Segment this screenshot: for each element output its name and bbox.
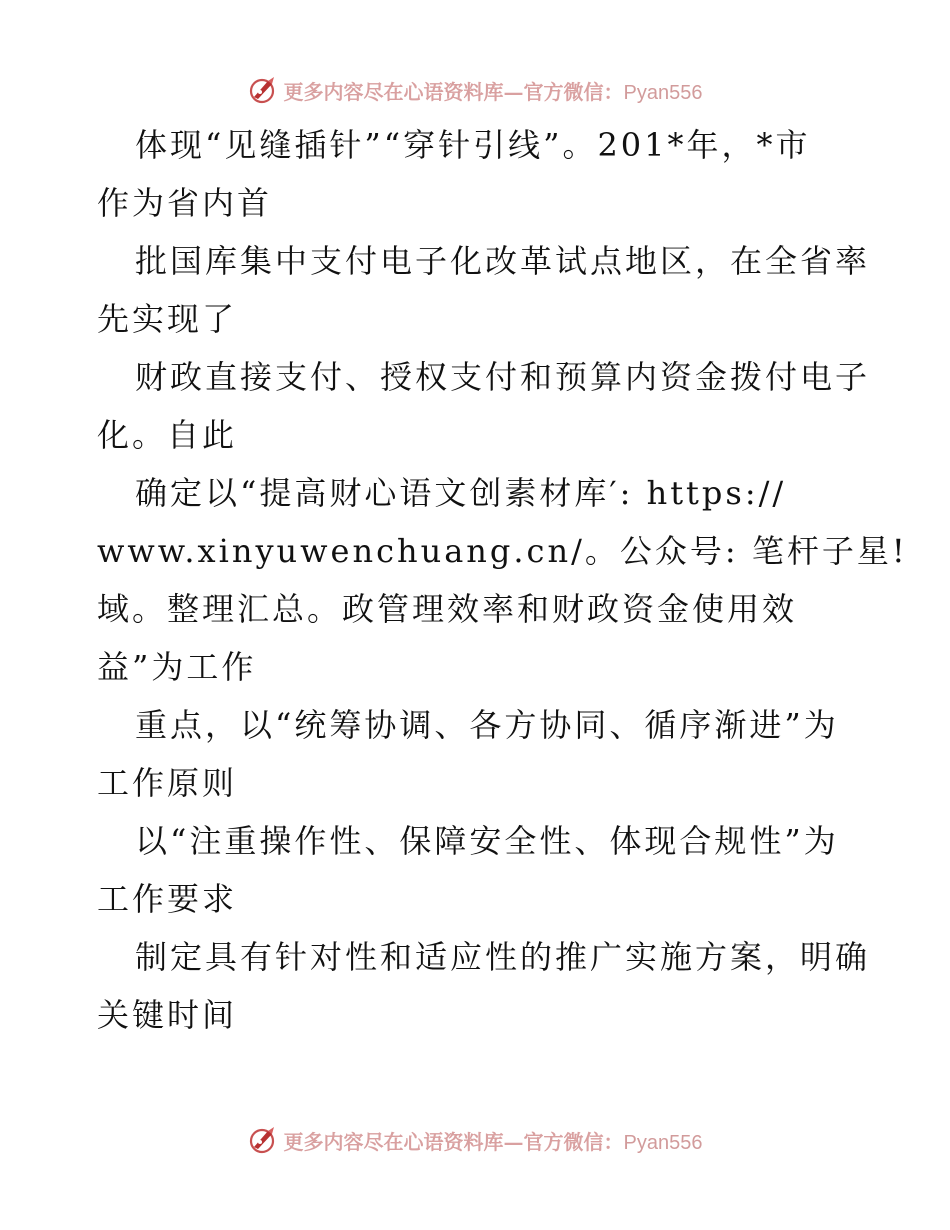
text-line: 工作原则 bbox=[97, 764, 238, 802]
quill-pen-logo-icon bbox=[248, 1125, 278, 1155]
wechat-id: Pyan556 bbox=[623, 81, 703, 104]
wechat-id: Pyan556 bbox=[623, 1131, 703, 1154]
text-line: 确定以“提高财心语文创素材库′: https:// bbox=[135, 474, 787, 512]
banner-text bbox=[284, 1126, 703, 1155]
text-line: 关键时间 bbox=[97, 996, 238, 1034]
banner-label: 更多内容尽在心语资料库—官方微信： bbox=[283, 79, 624, 104]
quill-pen-logo-icon bbox=[248, 75, 278, 105]
text-line: www.xinyuwenchuang.cn/。公众号: 笔杆子星! bbox=[97, 532, 908, 570]
footer-banner bbox=[0, 1120, 950, 1160]
text-line: 批国库集中支付电子化改革试点地区，在全省率 bbox=[135, 242, 871, 280]
text-line: 作为省内首 bbox=[97, 184, 273, 222]
text-line: 制定具有针对性和适应性的推广实施方案，明确 bbox=[135, 938, 871, 976]
text-line: 财政直接支付、授权支付和预算内资金拨付电子 bbox=[135, 358, 871, 396]
header-banner bbox=[0, 70, 950, 110]
document-body bbox=[97, 116, 908, 1044]
banner-text bbox=[284, 76, 703, 105]
text-line: 化。自此 bbox=[97, 416, 238, 454]
text-line: 先实现了 bbox=[97, 300, 238, 338]
text-line: 益”为工作 bbox=[97, 648, 257, 686]
banner-label: 更多内容尽在心语资料库—官方微信： bbox=[283, 1129, 624, 1154]
text-line: 重点，以“统筹协调、各方协同、循序渐进”为 bbox=[135, 706, 839, 744]
text-line: 以“注重操作性、保障安全性、体现合规性”为 bbox=[135, 822, 839, 860]
text-line: 体现“见缝插针”“穿针引线”。201*年，*市 bbox=[135, 126, 811, 164]
text-line: 工作要求 bbox=[97, 880, 238, 918]
text-line: 域。整理汇总。政管理效率和财政资金使用效 bbox=[97, 590, 798, 628]
